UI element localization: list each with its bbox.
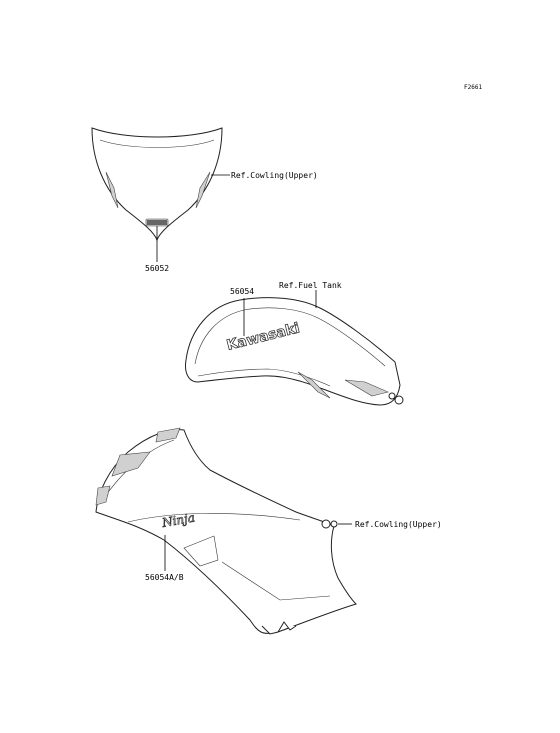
fuel-tank-ref-label: Ref.Fuel Tank bbox=[279, 281, 342, 290]
cowling-illustration bbox=[96, 428, 356, 634]
cowling-part-label: 56054A/B bbox=[145, 573, 184, 582]
windshield-ref-label: Ref.Cowling(Upper) bbox=[231, 171, 318, 180]
cowling-logo-decal: Ninja bbox=[161, 510, 196, 530]
fuel-tank-logo-decal: Kawasaki bbox=[225, 320, 302, 354]
windshield-emblem-decal bbox=[147, 220, 167, 225]
fuel-tank-illustration bbox=[186, 298, 404, 405]
cowling-ref-label: Ref.Cowling(Upper) bbox=[355, 520, 442, 529]
windshield-part-label: 56052 bbox=[145, 264, 170, 273]
fuel-tank-part-label: 56054 bbox=[230, 287, 255, 296]
figure-code: F2661 bbox=[464, 84, 483, 91]
